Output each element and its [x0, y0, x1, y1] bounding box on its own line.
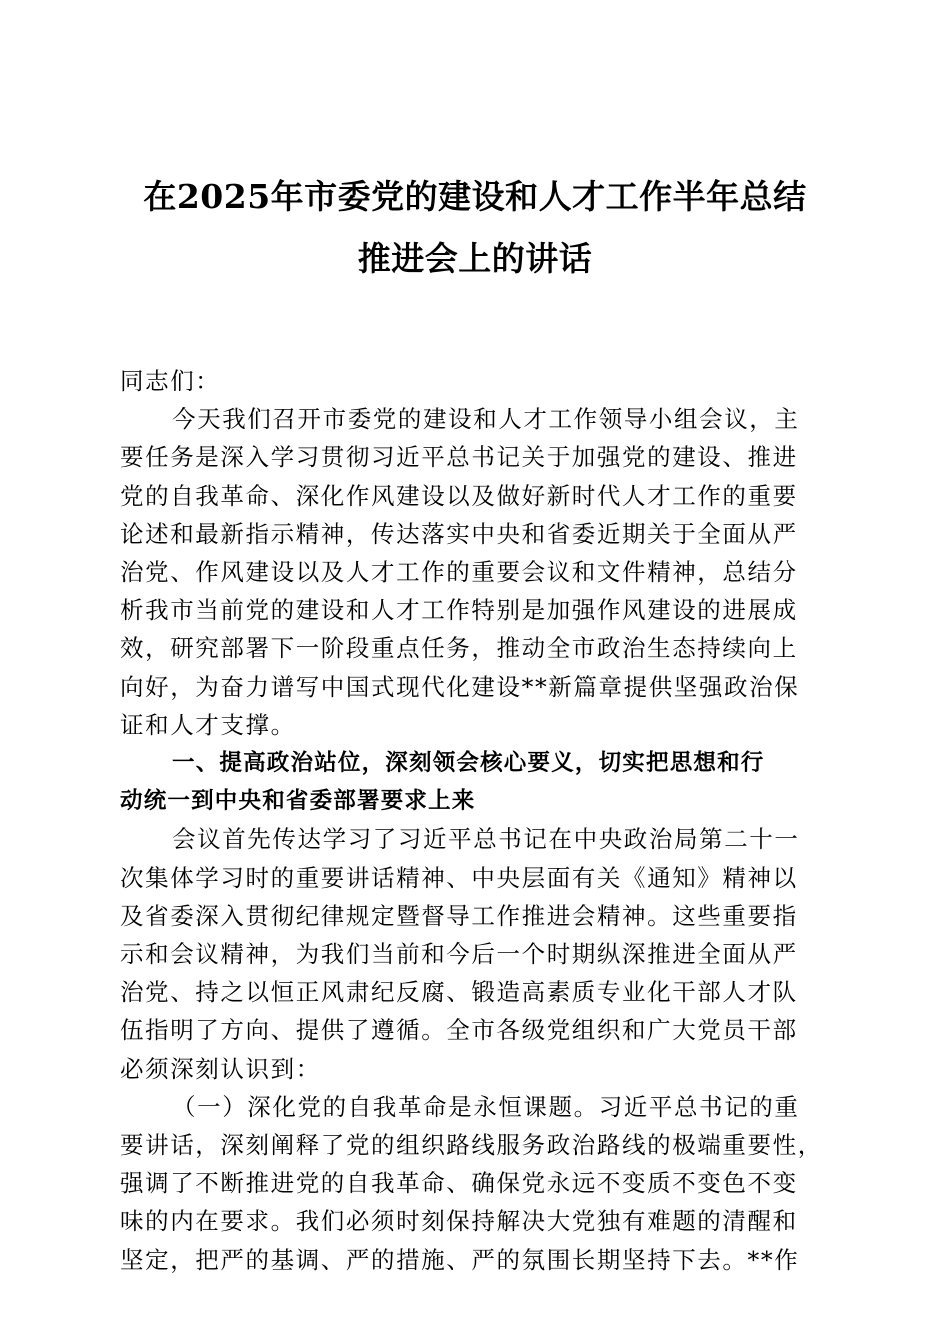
text-line: 证和人才支撑。 — [120, 710, 296, 739]
heading-line: 一、提高政治站位，深刻领会核心要义，切实把思想和行 — [172, 750, 765, 777]
title-line: 在2025年市委党的建设和人才工作半年总结 — [143, 177, 807, 216]
text-line: 党的自我革命、深化作风建设以及做好新时代人才工作的重要 — [120, 481, 798, 510]
text-line: 及省委深入贯彻纪律规定暨督导工作推进会精神。这些重要指 — [120, 901, 798, 930]
text-line: 示和会议精神，为我们当前和今后一个时期纵深推进全面从严 — [120, 940, 798, 969]
text-line: 要任务是深入学习贯彻习近平总书记关于加强党的建设、推进 — [120, 443, 798, 472]
section-heading-1 — [120, 744, 830, 820]
document-body — [120, 362, 830, 1279]
heading-line: 动统一到中央和省委部署要求上来 — [120, 788, 476, 815]
text-line: （一）深化党的自我革命是永恒课题。习近平总书记的重 — [172, 1092, 800, 1121]
paragraph-section-1 — [120, 820, 830, 1087]
text-line: 治党、持之以恒正风肃纪反腐、锻造高素质专业化干部人才队 — [120, 978, 798, 1007]
salutation: 同志们： — [120, 367, 221, 395]
text-line: 今天我们召开市委党的建设和人才工作领导小组会议，主 — [172, 405, 800, 434]
text-line: 要讲话，深刻阐释了党的组织路线服务政治路线的极端重要性， — [120, 1131, 823, 1160]
text-line: 会议首先传达学习了习近平总书记在中央政治局第二十一 — [172, 825, 800, 854]
text-line: 坚定，把严的基调、严的措施、严的氛围长期坚持下去。**作 — [120, 1245, 800, 1274]
text-line: 味的内在要求。我们必须时刻保持解决大党独有难题的清醒和 — [120, 1207, 798, 1236]
title-line: 推进会上的讲话 — [357, 239, 593, 278]
paragraph-subsection-1 — [120, 1088, 830, 1279]
text-line: 治党、作风建设以及人才工作的重要会议和文件精神，总结分 — [120, 558, 798, 587]
text-line: 伍指明了方向、提供了遵循。全市各级党组织和广大党员干部 — [120, 1016, 798, 1045]
text-line: 向好，为奋力谱写中国式现代化建设**新篇章提供坚强政治保 — [120, 672, 800, 701]
document-title — [118, 166, 832, 290]
text-line: 次集体学习时的重要讲话精神、中央层面有关《通知》精神以 — [120, 863, 798, 892]
text-line: 析我市当前党的建设和人才工作特别是加强作风建设的进展成 — [120, 596, 798, 625]
paragraph-intro — [120, 400, 830, 744]
text-line: 强调了不断推进党的自我革命、确保党永远不变质不变色不变 — [120, 1169, 798, 1198]
text-line: 论述和最新指示精神，传达落实中央和省委近期关于全面从严 — [120, 519, 798, 548]
text-line: 必须深刻认识到： — [120, 1054, 321, 1083]
text-line: 效，研究部署下一阶段重点任务，推动全市政治生态持续向上 — [120, 634, 798, 663]
